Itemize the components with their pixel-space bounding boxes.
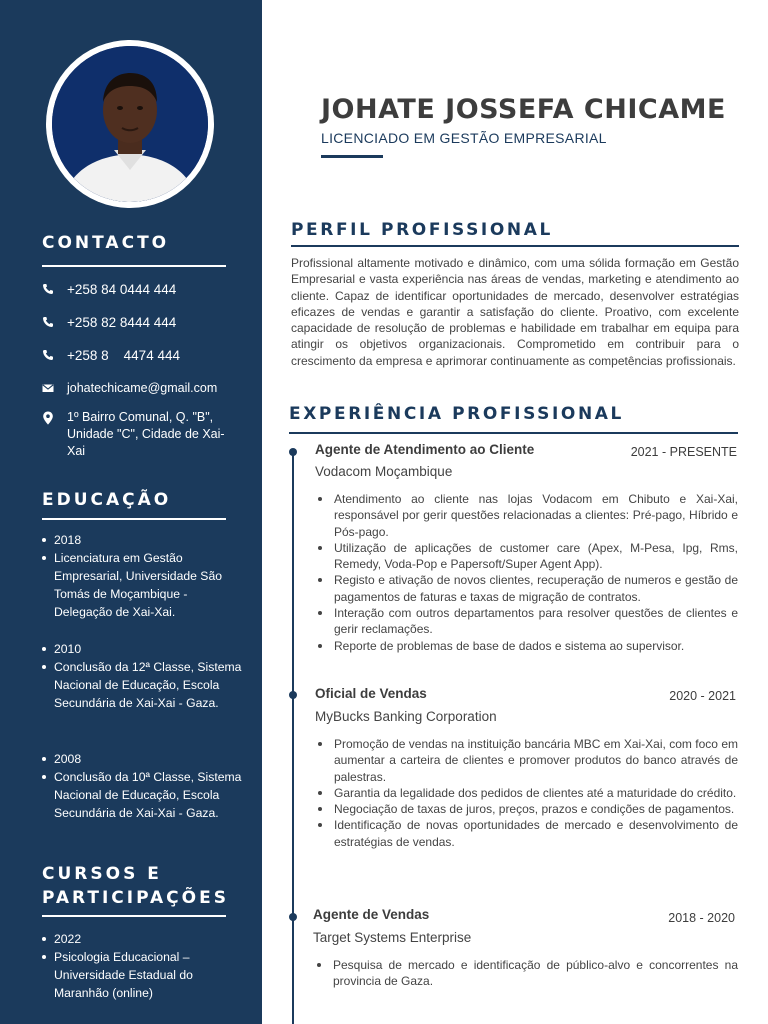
portrait-illustration (52, 46, 208, 202)
candidate-subtitle: LICENCIADO EM GESTÃO EMPRESARIAL (321, 130, 607, 146)
job-company: Target Systems Enterprise (313, 930, 472, 945)
email-address[interactable]: johatechicame@gmail.com (67, 381, 218, 395)
education-year: 2018 (42, 531, 242, 549)
job-company: MyBucks Banking Corporation (315, 709, 497, 724)
map-pin-icon (42, 411, 54, 425)
job-dates: 2020 - 2021 (669, 689, 736, 703)
responsibility-item: Utilização de aplicações de customer care (Apex, M-Pesa, Ipg, Rms, Remedy, Voda-Pop e Papersoft/Super Agent App). (315, 540, 738, 573)
sidebar (0, 0, 262, 1024)
education-heading: EDUCAÇÃO (42, 490, 172, 510)
phone-number: +258 8 4474 444 (67, 348, 180, 363)
experience-divider (289, 432, 738, 434)
job-title: Agente de Vendas (313, 907, 430, 922)
courses-list (42, 930, 242, 1002)
responsibility-item: Pesquisa de mercado e identificação de público-alvo e concorrentes na provincia de Gaza. (314, 957, 738, 990)
profile-photo-frame (46, 40, 214, 208)
job-company: Vodacom Moçambique (315, 464, 453, 479)
courses-heading-line2: PARTICIPAÇÕES (42, 888, 229, 908)
education-year: 2010 (42, 640, 242, 658)
responsibility-item: Garantia da legalidade dos pedidos de clientes até a maturidade do crédito. (315, 785, 738, 801)
phone-icon (42, 316, 54, 328)
education-divider (42, 518, 226, 520)
education-year: 2008 (42, 750, 242, 768)
contact-heading: CONTACTO (42, 233, 170, 253)
contact-address (42, 409, 232, 460)
responsibility-item: Negociação de taxas de juros, preços, prazos e condições de pagamentos. (315, 801, 738, 817)
candidate-name: JOHATE JOSSEFA CHICAME (321, 94, 726, 125)
responsibility-item: Promoção de vendas na instituição bancária MBC em Xai-Xai, com foco em aumentar a carteira de clientes e promover produtos do banco através de palestras. (315, 736, 738, 785)
courses-divider (42, 915, 226, 917)
courses-heading-line1: CURSOS E (42, 864, 162, 884)
education-list-2008 (42, 750, 242, 822)
profile-summary: Profissional altamente motivado e dinâmico, com uma sólida formação em Gestão Empresarial e vasta experiência nas áreas de vendas, marketing e atendimento ao cliente. Capaz de identificar oportunidades de mercado, desenvolver estratégias eficazes de vendas e garantir a satisfação do cliente. Proativo, com excelente capacidade de resolução de problemas e habilidade em trabalhar em equipa para atingir os objetivos organizacionais. Comprometido em contribuir para o crescimento da empresa e aprimorar continuamente as competências profissionais. (291, 256, 739, 368)
course-year: 2022 (42, 930, 242, 948)
contact-phone-1 (42, 281, 232, 298)
timeline-dot (289, 448, 297, 456)
job-responsibilities (314, 957, 738, 990)
job-responsibilities (315, 491, 738, 654)
education-entry: Licenciatura em Gestão Empresarial, Universidade São Tomás de Moçambique - Delegação de Xai-Xai. (42, 549, 242, 621)
job-responsibilities (315, 736, 738, 850)
name-underline (321, 155, 383, 158)
job-dates: 2018 - 2020 (668, 911, 735, 925)
address-text: 1º Bairro Comunal, Q. "B", Unidade "C", Cidade de Xai-Xai (67, 410, 225, 458)
education-entry: Conclusão da 12ª Classe, Sistema Nacional de Educação, Escola Secundária de Xai-Xai - Gaza. (42, 658, 242, 712)
phone-icon (42, 349, 54, 361)
job-dates: 2021 - PRESENTE (630, 445, 737, 459)
contact-phone-2 (42, 314, 232, 331)
education-list-2018 (42, 531, 242, 621)
education-entry: Conclusão da 10ª Classe, Sistema Nacional de Educação, Escola Secundária de Xai-Xai - Gaza. (42, 768, 242, 822)
contact-phone-3 (42, 347, 232, 364)
timeline-dot (289, 691, 297, 699)
responsibility-item: Interação com outros departamentos para resolver questões de clientes e gerir reclamações. (315, 605, 738, 638)
profile-photo (52, 46, 208, 202)
education-list-2010 (42, 640, 242, 712)
phone-number: +258 84 0444 444 (67, 282, 177, 297)
timeline-line (292, 452, 294, 1024)
envelope-icon (42, 382, 54, 394)
phone-number: +258 82 8444 444 (67, 315, 177, 330)
phone-icon (42, 283, 54, 295)
timeline-dot (289, 913, 297, 921)
job-title: Oficial de Vendas (315, 686, 427, 701)
experience-heading: EXPERIÊNCIA PROFISSIONAL (289, 404, 624, 424)
profile-divider (291, 245, 739, 247)
profile-heading: PERFIL PROFISSIONAL (291, 220, 553, 240)
responsibility-item: Identificação de novas oportunidades de mercado e desenvolvimento de estratégias de vendas. (315, 817, 738, 850)
responsibility-item: Atendimento ao cliente nas lojas Vodacom em Chibuto e Xai-Xai, responsável por gerir questões relacionadas a clientes: Pré-pago, Híbrido e Pós-pago. (315, 491, 738, 540)
responsibility-item: Registo e ativação de novos clientes, recuperação de numeros e gestão de pagamentos de faturas e taxas de migração de contratos. (315, 572, 738, 605)
contact-divider (42, 265, 226, 267)
contact-email[interactable] (42, 380, 232, 397)
responsibility-item: Reporte de problemas de base de dados e sistema ao supervisor. (315, 638, 738, 654)
course-entry: Psicologia Educacional – Universidade Estadual do Maranhão (online) (42, 948, 242, 1002)
job-title: Agente de Atendimento ao Cliente (315, 442, 535, 457)
